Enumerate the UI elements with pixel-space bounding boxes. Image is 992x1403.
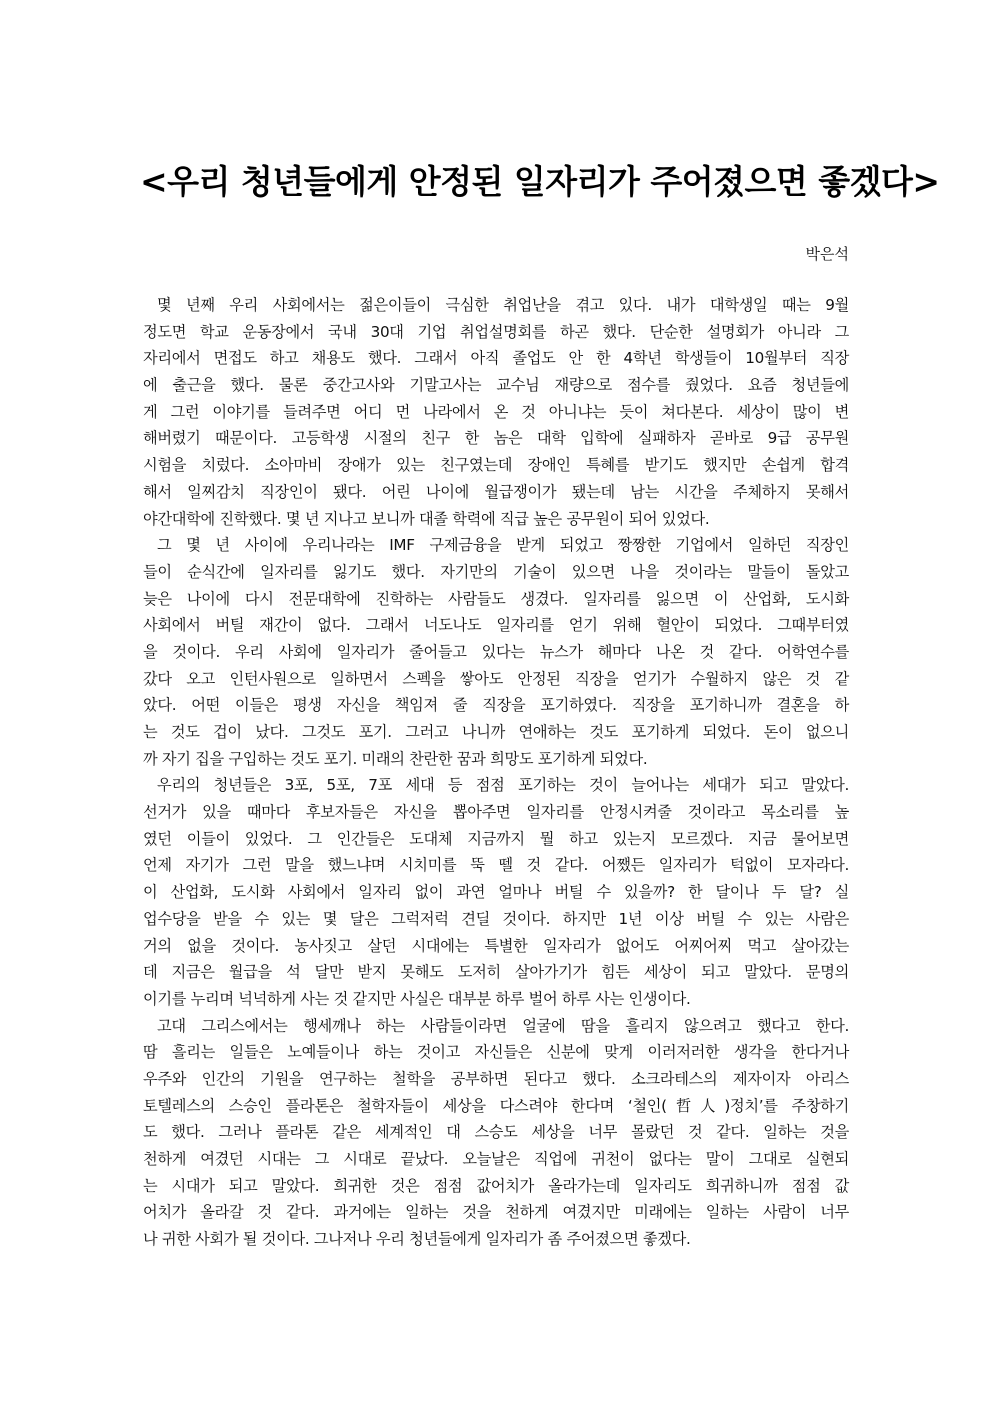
text-line: 데 지금은 월급을 석 달만 받지 못해도 도저히 살아가기가 힘든 세상이 되고 말았다. 문명의 <box>143 963 849 982</box>
text-line: 어치가 올라갈 것 같다. 과거에는 일하는 것을 천하게 여겼지만 미래에는 일하는 사람이 너무 <box>143 1203 849 1222</box>
text-line: 해버렸기 때문이다. 고등학생 시절의 친구 한 놈은 대학 입학에 실패하자 곧바로 9급 공무원 <box>143 429 849 448</box>
text-line: 였던 이들이 있었다. 그 인간들은 도대체 지금까지 뭘 하고 있는지 모르겠다. 지금 물어보면 <box>143 829 849 848</box>
text-line: 는 것도 겁이 났다. 그것도 포기. 그러고 나니까 연애하는 것도 포기하게 되었다. 돈이 없으니 <box>143 723 849 741</box>
paragraph <box>143 532 849 772</box>
text-line: 이 산업화, 도시화 사회에서 일자리 없이 과연 얼마나 버틸 수 있을까? 한 달이나 두 달? 실 <box>143 883 849 902</box>
text-line: 야간대학에 진학했다. 몇 년 지나고 보니까 대졸 학력에 직급 높은 공무원이 되어 있었다. <box>143 509 710 528</box>
text-line: 몇 년째 우리 사회에서는 젊은이들이 극심한 취업난을 겪고 있다. 내가 대학생일 때는 9월 <box>157 296 849 314</box>
text-line: 들이 순식간에 일자리를 잃기도 했다. 자기만의 기술이 있으면 나을 것이라는 말들이 돌았고 <box>143 562 849 581</box>
paragraph <box>143 772 849 1012</box>
text-line: 언제 자기가 그런 말을 했느냐며 시치미를 뚝 뗄 것 같다. 어쨌든 일자리가 턱없이 모자라다. <box>143 856 849 875</box>
text-line: 시험을 치렀다. 소아마비 장애가 있는 친구였는데 장애인 특혜를 받기도 했지만 손쉽게 합격 <box>143 456 849 475</box>
text-line: 늦은 나이에 다시 전문대학에 진학하는 사람들도 생겼다. 일자리를 잃으면 이 산업화, 도시화 <box>143 589 849 608</box>
text-line: 을 것이다. 우리 사회에 일자리가 줄어들고 있다는 뉴스가 해마다 나온 것 같다. 어학연수를 <box>143 642 849 661</box>
text-line: 았다. 어떤 이들은 평생 자신을 책임져 줄 직장을 포기하였다. 직장을 포기하니까 결혼을 하 <box>143 696 849 715</box>
text-line: 해서 일찌감치 직장인이 됐다. 어린 나이에 월급쟁이가 됐는데 남는 시간을 주체하지 못해서 <box>143 482 849 501</box>
text-line: 자리에서 면접도 하고 채용도 했다. 그래서 아직 졸업도 안 한 4학년 학생들이 10월부터 직장 <box>143 349 849 368</box>
text-line: 게 그런 이야기를 들려주면 어디 먼 나라에서 온 것 아니냐는 듯이 쳐다본다. 세상이 많이 변 <box>143 402 849 421</box>
author-name: 박은석 <box>805 245 849 263</box>
text-line: 선거가 있을 때마다 후보자들은 자신을 뽑아주면 일자리를 안정시켜줄 것이라고 목소리를 높 <box>143 803 849 822</box>
paragraph <box>143 1013 849 1253</box>
text-line: 우리의 청년들은 3포, 5포, 7포 세대 등 점점 포기하는 것이 늘어나는 세대가 되고 말았다. <box>157 776 849 795</box>
document-title: <우리 청년들에게 안정된 일자리가 주어졌으면 좋겠다> <box>140 162 940 201</box>
text-line: 사회에서 버틸 재간이 없다. 그래서 너도나도 일자리를 얻기 위해 혈안이 되었다. 그때부터였 <box>143 616 849 635</box>
document-body <box>143 292 849 1253</box>
text-line: 땀 흘리는 일들은 노예들이나 하는 것이고 자신들은 신분에 맞게 이러저러한 생각을 한다거나 <box>143 1043 849 1062</box>
text-line: 나 귀한 사회가 될 것이다. 그나저나 우리 청년들에게 일자리가 좀 주어졌으면 좋겠다. <box>143 1230 691 1249</box>
text-line: 이기를 누리며 넉넉하게 사는 것 같지만 사실은 대부분 하루 벌어 하루 사는 인생이다. <box>143 989 691 1008</box>
text-line: 업수당을 받을 수 있는 몇 달은 그럭저럭 견딜 것이다. 하지만 1년 이상 버틸 수 있는 사람은 <box>143 909 849 928</box>
text-line: 우주와 인간의 기원을 연구하는 철학을 공부하면 된다고 했다. 소크라테스의 제자이자 아리스 <box>143 1069 849 1088</box>
text-line: 그 몇 년 사이에 우리나라는 IMF 구제금융을 받게 되었고 짱짱한 기업에서 일하던 직장인 <box>157 536 849 555</box>
text-line: 거의 없을 것이다. 농사짓고 살던 시대에는 특별한 일자리가 없어도 어찌어찌 먹고 살아갔는 <box>143 936 849 955</box>
text-line: 정도면 학교 운동장에서 국내 30대 기업 취업설명회를 하곤 했다. 단순한 설명회가 아니라 그 <box>143 322 849 341</box>
text-line: 갔다 오고 인턴사원으로 일하면서 스펙을 쌓아도 안정된 직장을 얻기가 수월하지 않은 것 같 <box>143 669 849 688</box>
text-line: 에 출근을 했다. 물론 중간고사와 기말고사는 교수님 재량으로 점수를 줬었다. 요즘 청년들에 <box>143 376 849 395</box>
paragraph <box>143 292 849 532</box>
text-line: 고대 그리스에서는 행세깨나 하는 사람들이라면 얼굴에 땀을 흘리지 않으려고 했다고 한다. <box>157 1016 849 1035</box>
text-line: 토텔레스의 스승인 플라톤은 철학자들이 세상을 다스려야 한다며 ‘철인(哲人)정치’를 주창하기 <box>143 1096 849 1115</box>
text-line: 는 시대가 되고 말았다. 희귀한 것은 점점 값어치가 올라가는데 일자리도 희귀하니까 점점 값 <box>143 1176 849 1195</box>
text-line: 천하게 여겼던 시대는 그 시대로 끝났다. 오늘날은 직업에 귀천이 없다는 말이 그대로 실현되 <box>143 1150 849 1168</box>
text-line: 도 했다. 그러나 플라톤 같은 세계적인 대 스승도 세상을 너무 몰랐던 것 같다. 일하는 것을 <box>143 1123 849 1142</box>
text-line: 까 자기 집을 구입하는 것도 포기. 미래의 찬란한 꿈과 희망도 포기하게 되었다. <box>143 749 648 768</box>
